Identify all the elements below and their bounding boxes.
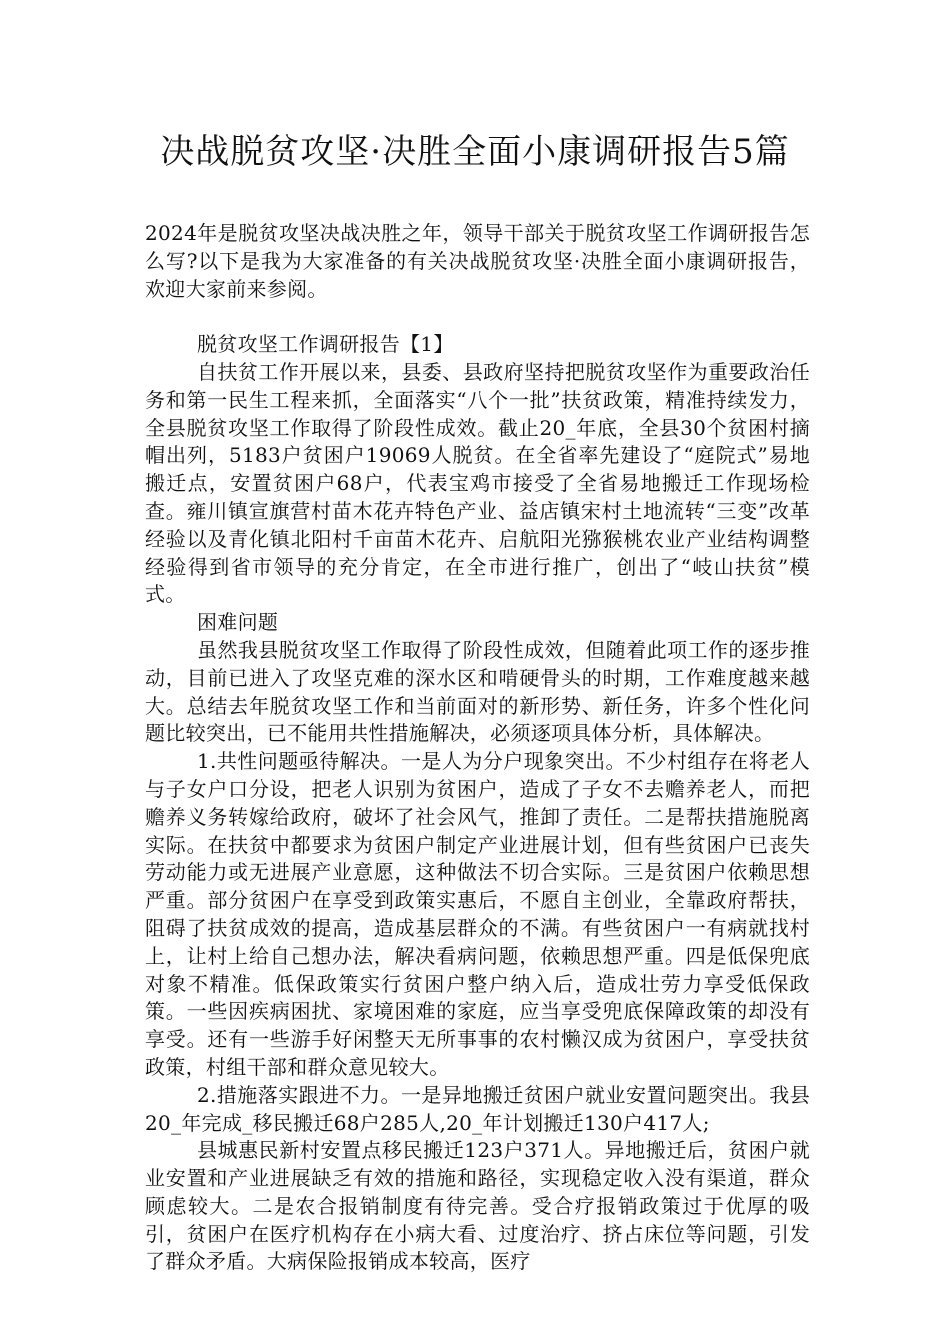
document-body	[145, 220, 810, 1276]
paragraph-spacer	[145, 303, 810, 331]
body-paragraph-1: 自扶贫工作开展以来，县委、县政府坚持把脱贫攻坚作为重要政治任务和第一民生工程来抓，全面落实“八个一批”扶贫政策，精准持续发力，全县脱贫攻坚工作取得了阶段性成效。截止20_年底，全县30个贫困村摘帽出列，5183户贫困户19069人脱贫。在全省率先建设了“庭院式”易地搬迁点，安置贫困户68户，代表宝鸡市接受了全省易地搬迁工作现场检查。雍川镇宣旗营村苗木花卉特色产业、益店镇宋村土地流转“三变”改革经验以及青化镇北阳村千亩苗木花卉、启航阳光猕猴桃农业产业结构调整经验得到省市领导的充分肯定，在全市进行推广，创出了“岐山扶贫”模式。	[145, 359, 810, 607]
section-heading: 脱贫攻坚工作调研报告【1】	[197, 332, 454, 357]
body-paragraph-5: 县城惠民新村安置点移民搬迁123户371人。异地搬迁后，贫困户就业安置和产业进展缺乏有效的措施和路径，实现稳定收入没有渠道，群众顾虑较大。二是农合报销制度有待完善。受合疗报销政策过于优厚的吸引，贫困户在医疗机构存在小病大看、过度治疗、挤占床位等问题，引发了群众矛盾。大病保险报销成本较高，医疗	[145, 1138, 810, 1274]
body-paragraph-2: 虽然我县脱贫攻坚工作取得了阶段性成效，但随着此项工作的逐步推动，目前已进入了攻坚克难的深水区和啃硬骨头的时期，工作难度越来越大。总结去年脱贫攻坚工作和当前面对的新形势、新任务，许多个性化问题比较突出，已不能用共性措施解决，必须逐项具体分析，具体解决。	[145, 637, 810, 746]
document-title: 决战脱贫攻坚·决胜全面小康调研报告5篇	[160, 132, 790, 172]
body-paragraph-4: 2.措施落实跟进不力。一是异地搬迁贫困户就业安置问题突出。我县20_年完成_移民搬迁68户285人,20_年计划搬迁130户417人;	[145, 1082, 810, 1135]
subheading-difficulties: 困难问题	[197, 610, 279, 635]
body-paragraph-3: 1.共性问题亟待解决。一是人为分户现象突出。不少村组存在将老人与子女户口分设，把老人识别为贫困户，造成了子女不去赡养老人，而把赡养义务转嫁给政府，破坏了社会风气，推卸了责任。二是帮扶措施脱离实际。在扶贫中都要求为贫困户制定产业进展计划，但有些贫困户已丧失劳动能力或无进展产业意愿，这种做法不切合实际。三是贫困户依赖思想严重。部分贫困户在享受到政策实惠后，不愿自主创业，全靠政府帮扶，阻碍了扶贫成效的提高，造成基层群众的不满。有些贫困户一有病就找村上，让村上给自己想办法，解决看病问题，依赖思想严重。四是低保兜底对象不精准。低保政策实行贫困户整户纳入后，造成壮劳力享受低保政策。一些因疾病困扰、家境困难的家庭，应当享受兜底保障政策的却没有享受。还有一些游手好闲整天无所事事的农村懒汉成为贫困户，享受扶贫政策，村组干部和群众意见较大。	[145, 749, 810, 1079]
intro-paragraph: 2024年是脱贫攻坚决战决胜之年，领导干部关于脱贫攻坚工作调研报告怎么写?以下是我为大家准备的有关决战脱贫攻坚·决胜全面小康调研报告，欢迎大家前来参阅。	[145, 221, 810, 301]
